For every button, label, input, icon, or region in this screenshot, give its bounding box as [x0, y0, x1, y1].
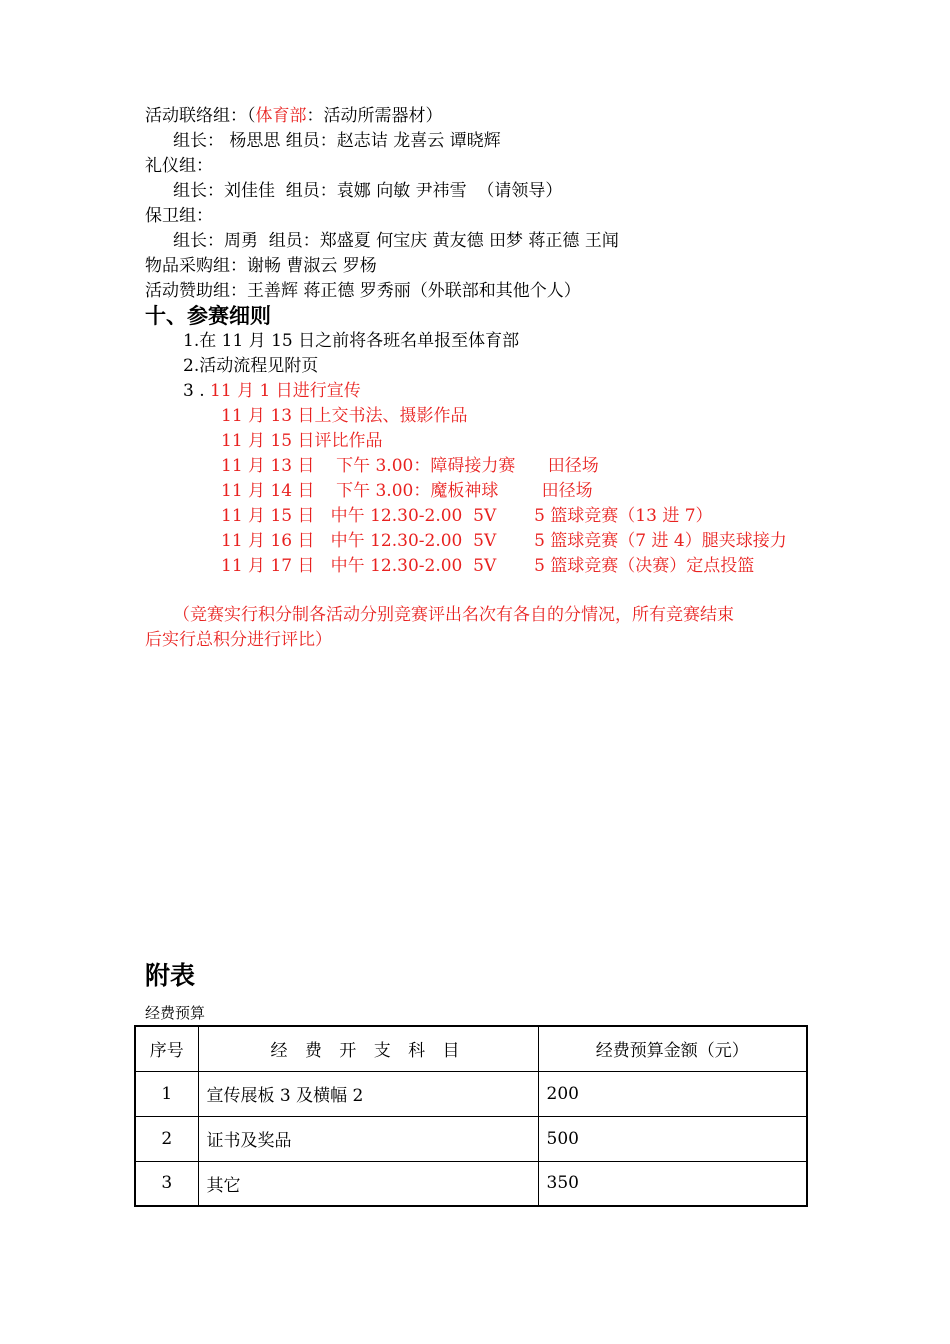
rules-item-3: [183, 379, 361, 403]
table-row: [135, 1116, 807, 1161]
cell-index: 2: [135, 1116, 198, 1161]
table-header-row: [135, 1026, 807, 1071]
rules-item-2: 2.活动流程见附页: [183, 356, 319, 376]
sponsor-group-line: 活动赞助组：王善辉 蒋正德 罗秀丽（外联部和其他个人）: [145, 281, 581, 301]
security-members: 组长：周勇 组员：郑盛夏 何宝庆 黄友德 田梦 蒋正德 王闻: [173, 231, 619, 251]
budget-caption: 经费预算: [145, 1004, 206, 1022]
liaison-members: 组长： 杨思思 组员：赵志诘 龙喜云 谭晓辉: [173, 131, 501, 151]
appendix-title: 附表: [145, 961, 196, 990]
cell-amount: 350: [538, 1161, 807, 1206]
schedule-item: 11 月 1 日进行宣传: [210, 381, 361, 401]
scoring-note-line-1: （竞赛实行积分制各活动分别竞赛评出名次有各自的分情况，所有竞赛结束: [173, 605, 734, 625]
cell-amount: 500: [538, 1116, 807, 1161]
purchase-group-line: 物品采购组：谢畅 曹淑云 罗杨: [145, 256, 377, 276]
budget-table: [134, 1025, 808, 1207]
header-cell-index: 序号: [135, 1026, 198, 1071]
schedule-item: 11 月 14 日 下午 3.00：魔板神球 田径场: [221, 481, 593, 501]
header-cell-item: 经 费 开 支 科 目: [198, 1026, 538, 1071]
etiquette-group-label: 礼仪组：: [145, 156, 213, 176]
rules-heading: 十、参赛细则: [145, 303, 271, 328]
liaison-rest: ：活动所需器材）: [306, 106, 443, 126]
schedule-item: 11 月 16 日 中午 12.30-2.00 5V 5 篮球竞赛（7 进 4）腿夹球接力: [221, 531, 787, 551]
schedule-item: 11 月 13 日 下午 3.00：障碍接力赛 田径场: [221, 456, 599, 476]
scoring-note-line-2: 后实行总积分进行评比）: [145, 630, 332, 650]
schedule-item: 11 月 15 日评比作品: [221, 431, 383, 451]
rules-item-1: 1.在 11 月 15 日之前将各班名单报至体育部: [183, 331, 520, 351]
liaison-group-label: 活动联络组：（: [145, 106, 256, 126]
cell-item: 证书及奖品: [198, 1116, 538, 1161]
cell-amount: 200: [538, 1071, 807, 1116]
cell-index: 1: [135, 1071, 198, 1116]
liaison-group-line: [145, 104, 443, 128]
table-row: [135, 1071, 807, 1116]
schedule-item: 11 月 17 日 中午 12.30-2.00 5V 5 篮球竞赛（决赛）定点投篮: [221, 556, 755, 576]
schedule-item: 11 月 13 日上交书法、摄影作品: [221, 406, 468, 426]
liaison-dept: 体育部: [255, 106, 307, 126]
header-cell-amount: 经费预算金额（元）: [538, 1026, 807, 1071]
schedule-item: 11 月 15 日 中午 12.30-2.00 5V 5 篮球竞赛（13 进 7）: [221, 506, 713, 526]
cell-item: 其它: [198, 1161, 538, 1206]
etiquette-members: 组长：刘佳佳 组员：袁娜 向敏 尹祎雪 （请领导）: [173, 181, 563, 201]
rules-item-3-number: 3 .: [183, 381, 211, 401]
security-group-label: 保卫组：: [145, 206, 213, 226]
cell-index: 3: [135, 1161, 198, 1206]
table-row: [135, 1161, 807, 1206]
cell-item: 宣传展板 3 及横幅 2: [198, 1071, 538, 1116]
